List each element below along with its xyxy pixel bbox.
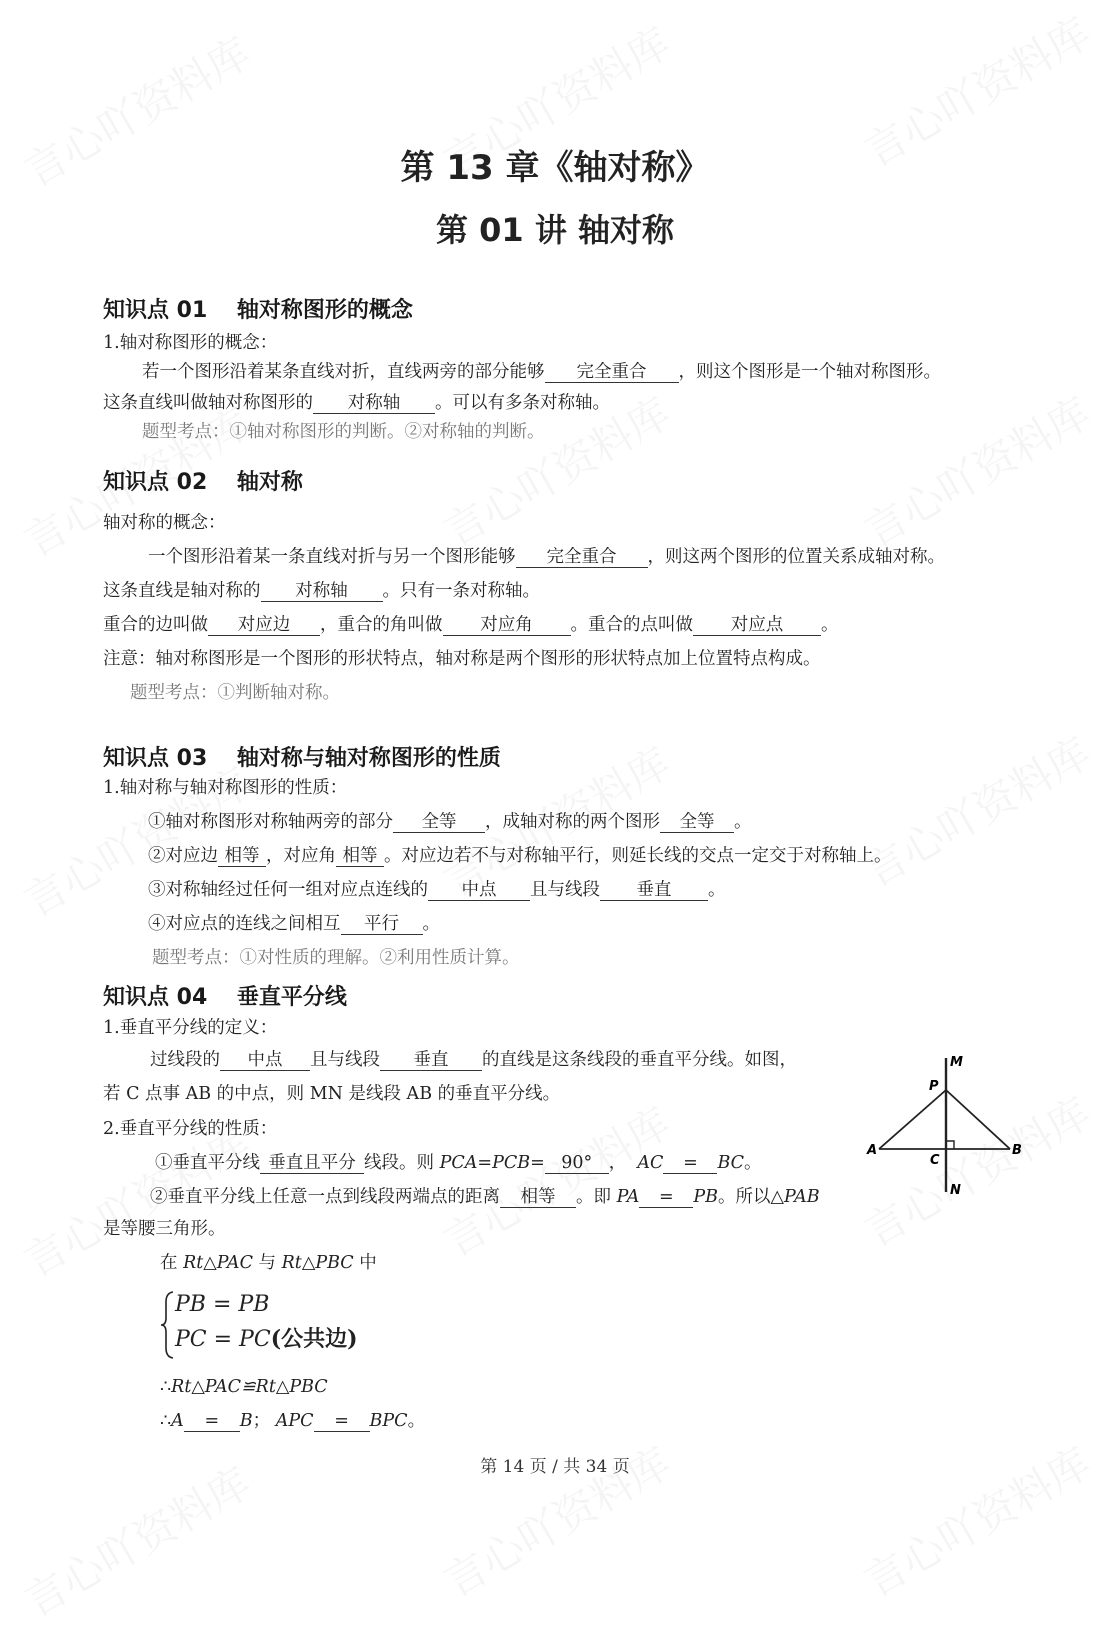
k1-subheading: 1.轴对称图形的概念： bbox=[103, 333, 278, 353]
blank-answer: 完全重合 bbox=[516, 547, 648, 568]
k4-prop-2-cont: 是等腰三角形。 bbox=[103, 1219, 226, 1239]
blank-answer: = bbox=[314, 1411, 370, 1432]
k2-line-1: 一个图形沿着某一条直线对折与另一个图形能够 完全重合 ，则这两个图形的位置关系成轴对称。 bbox=[148, 547, 945, 567]
label-c: C bbox=[930, 1153, 940, 1168]
k1-line-2: 这条直线叫做轴对称图形的 对称轴 。可以有多条对称轴。 bbox=[103, 393, 610, 413]
k4-def-line-1: 过线段的 中点 且与线段 垂直 的直线是这条线段的垂直平分线。如图， bbox=[150, 1050, 797, 1070]
right-angle-mark bbox=[946, 1141, 954, 1149]
k4-prop-1: ①垂直平分线 垂直且平分 线段。则 PCA=PCB= 90° ， AC = BC。 bbox=[155, 1153, 762, 1173]
k3-prop-4: ④对应点的连线之间相互 平行 。 bbox=[148, 914, 440, 934]
page-number: 第 14 页 / 共 34 页 bbox=[480, 1457, 630, 1477]
watermark bbox=[852, 381, 1100, 559]
equation-1: PB = PB bbox=[175, 1292, 270, 1317]
k3-prop-1: ①轴对称图形对称轴两旁的部分 全等 ，成轴对称的两个图形 全等 。 bbox=[148, 812, 752, 832]
left-brace bbox=[160, 1290, 176, 1360]
k4-conclusion-2: ∴A = B； APC = BPC。 bbox=[160, 1411, 426, 1431]
blank-answer: 全等 bbox=[393, 812, 485, 833]
blank-answer: 对应点 bbox=[693, 615, 821, 636]
k2-line-3: 重合的边叫做 对应边 ，重合的角叫做 对应角 。重合的点叫做 对应点 。 bbox=[103, 615, 839, 635]
label-b: B bbox=[1012, 1143, 1022, 1158]
label-m: M bbox=[950, 1055, 963, 1070]
blank-answer: = bbox=[663, 1153, 717, 1174]
blank-answer: 全等 bbox=[660, 812, 734, 833]
blank-answer: 垂直且平分 bbox=[260, 1153, 364, 1174]
blank-answer: 对称轴 bbox=[313, 393, 435, 414]
k1-exam-note: 题型考点：①轴对称图形的判断。②对称轴的判断。 bbox=[142, 422, 545, 442]
lecture-title: 第 01 讲 轴对称 bbox=[436, 211, 674, 249]
segment-pa bbox=[879, 1090, 946, 1149]
section-heading-01: 知识点 01 轴对称图形的概念 bbox=[103, 298, 413, 323]
perpendicular-bisector-figure bbox=[862, 1050, 1037, 1200]
k2-exam-note: 题型考点：①判断轴对称。 bbox=[130, 683, 340, 703]
k3-subheading: 1.轴对称与轴对称图形的性质： bbox=[103, 778, 348, 798]
watermark bbox=[432, 1091, 680, 1269]
k4-subheading-1: 1.垂直平分线的定义： bbox=[103, 1018, 278, 1038]
watermark bbox=[12, 1451, 260, 1629]
chapter-title: 第 13 章《轴对称》 bbox=[400, 148, 710, 188]
k2-line-4: 注意：轴对称图形是一个图形的形状特点，轴对称是两个图形的形状特点加上位置特点构成。 bbox=[103, 649, 821, 669]
k4-subheading-2: 2.垂直平分线的性质： bbox=[103, 1119, 278, 1139]
k4-prop-2: ②垂直平分线上任意一点到线段两端点的距离 相等 。即 PA = PB。所以△PAB bbox=[150, 1187, 820, 1207]
blank-answer: 垂直 bbox=[380, 1050, 482, 1071]
segment-pb bbox=[946, 1090, 1010, 1149]
label-p: P bbox=[929, 1079, 939, 1094]
blank-answer: 中点 bbox=[428, 880, 530, 901]
blank-answer: 完全重合 bbox=[545, 362, 679, 383]
blank-answer: 对应角 bbox=[443, 615, 571, 636]
blank-answer: 相等 bbox=[500, 1187, 576, 1208]
blank-answer: 平行 bbox=[341, 914, 423, 935]
blank-answer: 相等 bbox=[218, 846, 266, 867]
label-a: A bbox=[867, 1143, 878, 1158]
k2-subheading: 轴对称的概念： bbox=[103, 513, 226, 533]
watermark bbox=[852, 721, 1100, 899]
section-heading-03: 知识点 03 轴对称与轴对称图形的性质 bbox=[103, 746, 501, 771]
k4-conclusion-1: ∴Rt△PAC≌Rt△PBC bbox=[160, 1377, 328, 1397]
k2-line-2: 这条直线是轴对称的 对称轴 。只有一条对称轴。 bbox=[103, 581, 540, 601]
label-n: N bbox=[950, 1183, 961, 1198]
blank-answer: 中点 bbox=[220, 1050, 310, 1071]
k3-prop-2: ②对应边 相等 ，对应角 相等 。对应边若不与对称轴平行，则延长线的交点一定交于对称轴上。 bbox=[148, 846, 892, 866]
blank-answer: = bbox=[639, 1187, 693, 1208]
k4-def-line-2: 若 C 点事 AB 的中点，则 MN 是线段 AB 的垂直平分线。 bbox=[103, 1084, 561, 1104]
k4-proof-intro: 在 Rt△PAC 与 Rt△PBC 中 bbox=[160, 1253, 377, 1273]
equation-2: PC = PC(公共边) bbox=[175, 1326, 358, 1352]
blank-answer: 90° bbox=[545, 1153, 609, 1174]
section-heading-02: 知识点 02 轴对称 bbox=[103, 470, 303, 495]
section-heading-04: 知识点 04 垂直平分线 bbox=[103, 985, 347, 1010]
blank-answer: 对应边 bbox=[208, 615, 320, 636]
k3-prop-3: ③对称轴经过任何一组对应点连线的 中点 且与线段 垂直 。 bbox=[148, 880, 726, 900]
blank-answer: = bbox=[184, 1411, 240, 1432]
blank-answer: 相等 bbox=[336, 846, 384, 867]
k3-exam-note: 题型考点：①对性质的理解。②利用性质计算。 bbox=[152, 948, 520, 968]
blank-answer: 垂直 bbox=[600, 880, 708, 901]
k1-line-1: 若一个图形沿着某条直线对折，直线两旁的部分能够 完全重合 ，则这个图形是一个轴对称图形。 bbox=[142, 362, 941, 382]
blank-answer: 对称轴 bbox=[261, 581, 383, 602]
